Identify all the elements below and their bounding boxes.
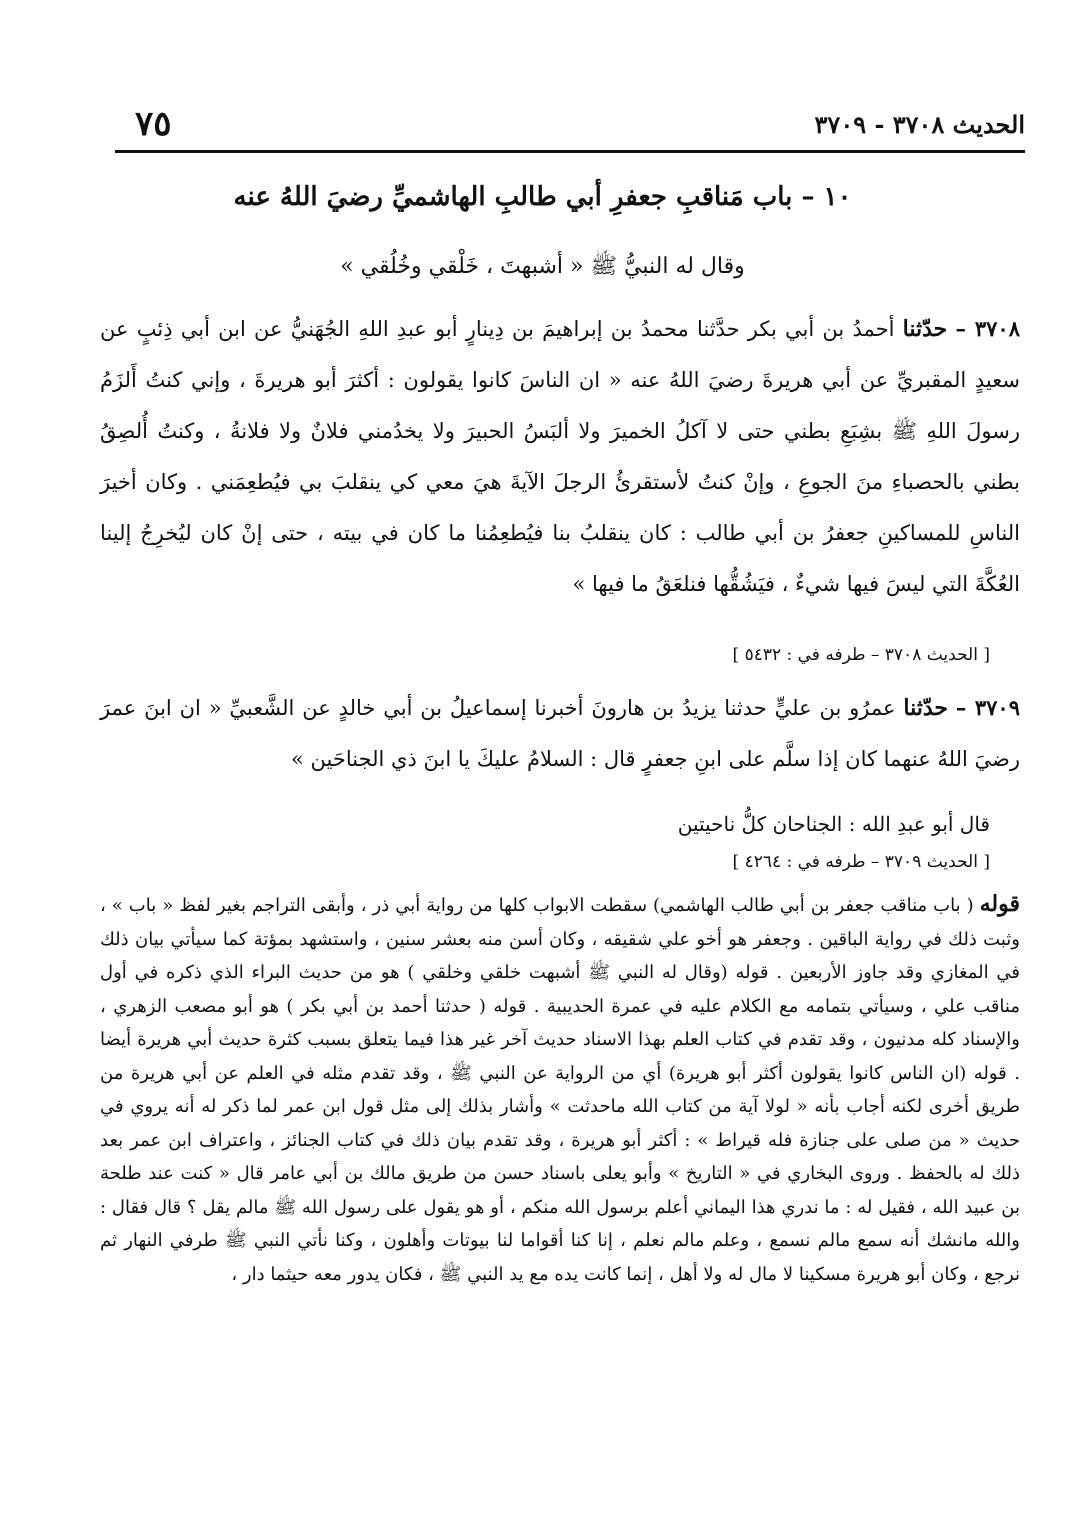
commentary-text: ( باب مناقب جعفر بن أبي طالب الهاشمي) سقطت الابواب كلها من رواية أبي ذر ، وأبقى التراجم بغير لفظ « باب » ، وثبت ذلك في رواية الباقين . وجعفر هو أخو علي شقيقه ، وكان أسن منه بعشر سنين ، واستشهد بمؤتة كما سيأتي بيان ذلك في المغازي وقد جاوز الأربعين . قوله (وقال له النبي ﷺ أشبهت خلقي وخلقي ) هو من حديث البراء الذي ذكره في أول مناقب علي ، وسيأتي بتمامه مع الكلام عليه في عمرة الحديبية . قوله ( حدثنا أحمد بن أبي بكر ) هو أبو مصعب الزهري ، والإسناد كله مدنيون ، وقد تقدم في كتاب العلم بهذا الاسناد حديث آخر غير هذا فيما يتعلق بسبب كثرة حديث أبي هريرة أيضا . قوله (ان الناس كانوا يقولون أكثر أبو هريرة) أي من الرواية عن النبي ﷺ ، وقد تقدم مثله في العلم عن أبي هريرة من طريق أخرى لكنه أجاب بأنه « لولا آية من كتاب الله ماحدثت » وأشار بذلك إلى مثل قول ابن عمر لما ذكر له أنه يروي في حديث « من صلى على جنازة فله قيراط » : أكثر أبو هريرة ، وقد تقدم بيان ذلك في كتاب الجنائز ، واعتراف ابن عمر بعد ذلك له بالحفظ . وروى البخاري في « التاريخ » وأبو يعلى باسناد حسن من طريق مالك بن أبي عامر قال « كنت عند طلحة بن عبيد الله ، فقيل له : ما ندري هذا اليماني أعلم برسول الله منكم ، أو هو يقول على رسول الله ﷺ مالم يقل ؟ قال فقال : والله مانشك أنه سمع مالم نسمع ، وعلم مالم نعلم ، إنا كنا أقواما لنا بيوتات وأهلون ، وكنا نأتي النبي ﷺ طرفي النهار ثم نرجع ، وكان أبو هريرة مسكينا لا مال له ولا أهل ، إنما كانت يده مع يد النبي ﷺ ، فكان يدور معه حيثما دار ، <box>100 895 1020 1285</box>
commentary <box>100 888 1020 1291</box>
commentary-lead-word: قوله <box>979 891 1020 917</box>
page-header <box>115 100 1025 156</box>
hadith-text: عمرُو بن عليٍّ حدثنا يزيدُ بن هارونَ أخبرنا إسماعيلُ بن أبي خالدٍ عن الشَّعبيِّ « ان ابنَ عمرَ رضيَ اللهُ عنهما كان إذا سلَّم على ابنِ جعفرٍ قال : السلامُ عليكَ يا ابنَ ذي الجناحَين » <box>100 696 1020 771</box>
header-rule <box>115 150 1025 153</box>
chapter-title: ١٠ – باب مَناقبِ جعفرِ أبي طالبِ الهاشميِّ رضيَ اللهُ عنه <box>233 182 852 212</box>
hadith-number: ٣٧٠٨ – <box>955 316 1020 341</box>
hadith-3709 <box>100 682 1020 785</box>
chapter-subtitle: وقال له النبيُّ ﷺ « أشبهتَ ، خَلْقي وخُلُقي » <box>340 254 745 279</box>
hadith-text: أحمدُ بن أبي بكر حدَّثنا محمدُ بن إبراهيمَ بن دِينارٍ أبو عبدِ اللهِ الجُهَنيُّ عن ابن أبي ذِئبٍ عن سعيدٍ المقبريِّ عن أبي هريرةَ رضيَ اللهُ عنه « ان الناسَ كانوا يقولون : أكثرَ أبو هريرةَ ، وإني كنتُ أَلزَمُ رسولَ اللهِ ﷺ بشِبَعِ بطني حتى لا آكلُ الخميرَ ولا ألبَسُ الحبيرَ ولا يخدُمني فلانٌ ولا فلانةُ ، وكنتُ أُلصِقُ بطني بالحصباءِ منَ الجوعِ ، وإنْ كنتُ لأستقرئُ الرجلَ الآيةَ هيَ معي كي ينقلبَ بي فيُطعِمَني . وكان أخيرَ الناسِ للمساكينِ جعفرُ بن أبي طالب : كان ينقلبُ بنا فيُطعِمُنا ما كان في بيته ، حتى إنْ كان ليُخرِجُ إلينا العُكَّةَ التي ليسَ فيها شيءٌ ، فيَشُقُّها فنلعَقُ ما فيها » <box>100 317 1020 596</box>
hadith-lead-word: حدّثنا <box>903 695 949 721</box>
hadith-number: ٣٧٠٩ – <box>955 695 1020 720</box>
hadith-3709-note: قال أبو عبدِ الله : الجناحان كلُّ ناحيتين <box>677 812 990 836</box>
hadith-3708 <box>100 303 1020 610</box>
page-number: ٧٥ <box>135 104 172 144</box>
hadith-lead-word: حدّثنا <box>902 316 948 342</box>
hadith-3709-reference: [ الحديث ٣٧٠٩ – طرفه في : ٤٢٦٤ ] <box>732 852 990 872</box>
running-header: الحديث ٣٧٠٨ - ٣٧٠٩ <box>814 110 1025 139</box>
hadith-3708-reference: [ الحديث ٣٧٠٨ – طرفه في : ٥٤٣٢ ] <box>732 645 990 665</box>
